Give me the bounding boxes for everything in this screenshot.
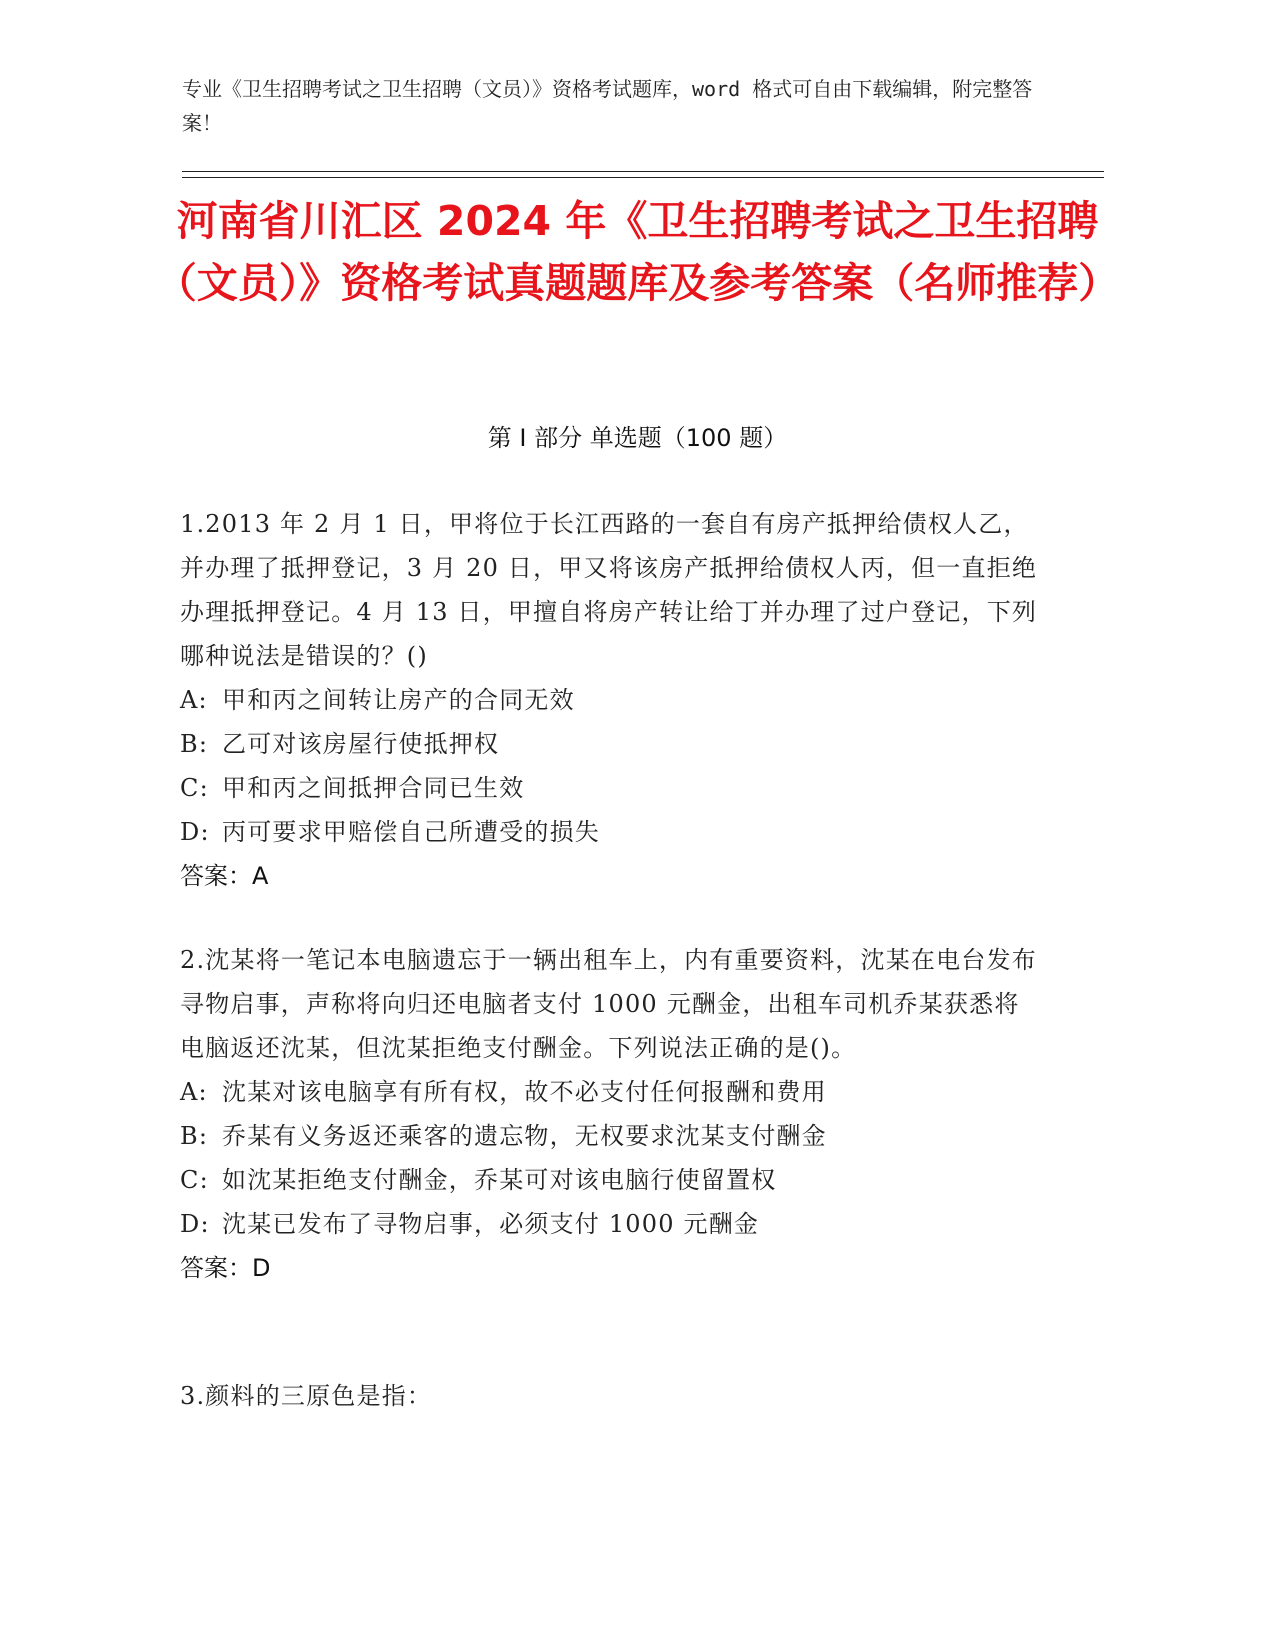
answer-line: 答案：A	[180, 862, 269, 890]
question-stem: 3.颜料的三原色是指：	[180, 1382, 433, 1410]
option-text: 丙可要求甲赔偿自己所遭受的损失	[222, 818, 600, 846]
option-letter: B:	[180, 1122, 209, 1150]
option-d	[180, 810, 1040, 854]
option-c	[180, 766, 1040, 810]
option-b	[180, 1114, 1040, 1158]
section-heading: 第 I 部分 单选题（100 题）	[487, 424, 788, 452]
option-letter: A:	[180, 1078, 208, 1106]
option-letter: D:	[180, 818, 210, 846]
option-text: 甲和丙之间抵押合同已生效	[222, 774, 525, 802]
option-letter: A:	[180, 686, 208, 714]
option-c	[180, 1158, 1040, 1202]
document-title: 河南省川汇区 2024 年《卫生招聘考试之卫生招聘（文员）》资格考试真题题库及参考答案（名师推荐）	[155, 197, 1120, 307]
question-stem: 1.2013 年 2 月 1 日，甲将位于长江西路的一套自有房产抵押给债权人乙，并办理了抵押登记，3 月 20 日，甲又将该房产抵押给债权人丙，但一直拒绝办理抵押登记。4 月 13 日，甲擅自将房产转让给丁并办理了过户登记，下列哪种说法是错误的？()	[180, 510, 1038, 670]
question-1	[180, 502, 1040, 898]
option-d	[180, 1202, 1040, 1246]
option-text: 甲和丙之间转让房产的合同无效	[222, 686, 575, 714]
option-text: 沈某已发布了寻物启事，必须支付 1000 元酬金	[222, 1210, 760, 1238]
option-a	[180, 678, 1040, 722]
option-text: 如沈某拒绝支付酬金，乔某可对该电脑行使留置权	[222, 1166, 777, 1194]
option-letter: B:	[180, 730, 209, 758]
option-letter: C:	[180, 774, 209, 802]
option-text: 沈某对该电脑享有所有权，故不必支付任何报酬和费用	[222, 1078, 827, 1106]
question-3	[180, 1374, 1040, 1418]
option-text: 乔某有义务返还乘客的遗忘物，无权要求沈某支付酬金	[222, 1122, 827, 1150]
header-note: 专业《卫生招聘考试之卫生招聘（文员）》资格考试题库，word 格式可自由下载编辑，附完整答案！	[182, 77, 1033, 135]
header-rule-bottom	[182, 177, 1104, 178]
header-rule-top	[182, 171, 1104, 172]
question-stem: 2.沈某将一笔记本电脑遗忘于一辆出租车上，内有重要资料，沈某在电台发布寻物启事，声称将向归还电脑者支付 1000 元酬金，出租车司机乔某获悉将电脑返还沈某，但沈某拒绝支付酬金。下列说法正确的是()。	[180, 946, 1037, 1062]
option-letter: C:	[180, 1166, 209, 1194]
option-b	[180, 722, 1040, 766]
option-letter: D:	[180, 1210, 210, 1238]
option-text: 乙可对该房屋行使抵押权	[222, 730, 500, 758]
answer-line: 答案：D	[180, 1254, 271, 1282]
question-2	[180, 938, 1040, 1290]
option-a	[180, 1070, 1040, 1114]
